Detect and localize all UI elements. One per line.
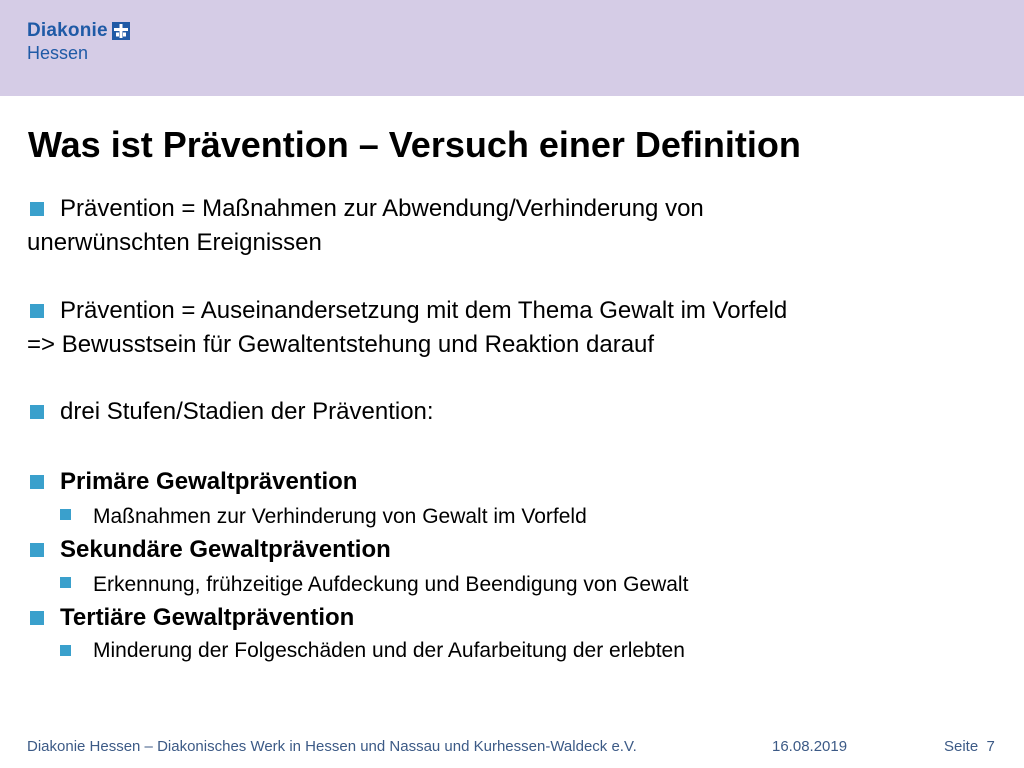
sub-bullet-square-icon	[60, 645, 71, 656]
footer-date: 16.08.2019	[772, 738, 848, 755]
bullet-text: Prävention = Auseinandersetzung mit dem Thema Gewalt im Vorfeld	[60, 297, 788, 324]
diakonie-logo	[27, 20, 130, 63]
logo-name: Diakonie	[27, 20, 108, 41]
slide-title: Was ist Prävention – Versuch einer Definition	[28, 124, 801, 165]
sub-bullet-square-icon	[60, 509, 71, 520]
logo-region: Hessen	[27, 43, 89, 63]
bullet-square-icon	[30, 543, 44, 557]
bullet-text: drei Stufen/Stadien der Prävention:	[60, 398, 434, 425]
bullet-square-icon	[30, 611, 44, 625]
bullet-square-icon	[30, 304, 44, 318]
level-detail: Erkennung, frühzeitige Aufdeckung und Beendigung von Gewalt	[93, 573, 689, 596]
footer-page-number: 7	[986, 738, 995, 755]
bullet-square-icon	[30, 405, 44, 419]
bullet-continuation: unerwünschten Ereignissen	[27, 229, 322, 256]
footer-organization: Diakonie Hessen – Diakonisches Werk in Hessen und Nassau und Kurhessen-Waldeck e.V.	[27, 738, 637, 755]
bullet-square-icon	[30, 202, 44, 216]
bullet-square-icon	[30, 475, 44, 489]
level-heading: Tertiäre Gewaltprävention	[60, 604, 355, 631]
footer-page-label: Seite	[944, 738, 979, 755]
diakonie-cross-icon	[112, 22, 130, 40]
level-heading: Primäre Gewaltprävention	[60, 468, 358, 495]
bullet-continuation: => Bewusstsein für Gewaltentstehung und Reaktion darauf	[27, 331, 655, 358]
bullet-text: Prävention = Maßnahmen zur Abwendung/Verhinderung von	[60, 195, 704, 222]
sub-bullet-square-icon	[60, 577, 71, 588]
level-detail: Minderung der Folgeschäden und der Aufarbeitung der erlebten	[93, 639, 685, 662]
footer-page	[944, 738, 995, 756]
level-detail: Maßnahmen zur Verhinderung von Gewalt im Vorfeld	[93, 505, 587, 528]
header-band	[0, 0, 1024, 96]
level-heading: Sekundäre Gewaltprävention	[60, 536, 391, 563]
